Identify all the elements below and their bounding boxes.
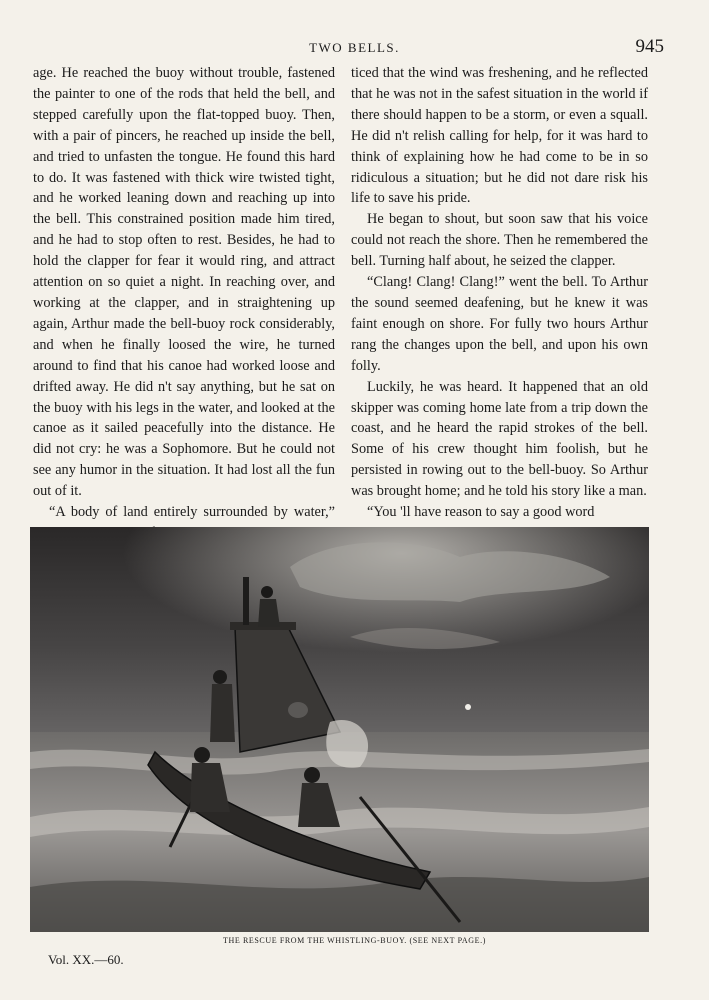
- running-head: TWO BELLS.: [309, 40, 400, 55]
- paragraph: “A body of land entirely surrounded by water,”: [49, 504, 335, 521]
- paragraph: ticed that the wind was freshening, and he reflected that he was not in the safest situation in the world if there should happen to be a storm, or even a squall. He did n't relish calling for help, for it was hard to think of explaining how he had come to be in so ridiculous a situation; but he did not dare risk his life to save his pride.: [351, 65, 648, 207]
- paragraph: Luckily, he was heard. It happened that an old skipper was coming home late from a trip down the coast, and he heard the rapid strokes of the bell. Some of his crew thought him foolish, but he persisted in rowing out to the bell-buoy. So Arthur was brought home; and he told his story like a man.: [351, 378, 648, 500]
- paragraph: He began to shout, but soon saw that his voice could not reach the shore. Then he remembered the bell. Turning half about, he seized the clapper.: [351, 211, 648, 270]
- paragraph: age. He reached the buoy without trouble, fastened the painter to one of the rods that held the bell, and stepped carefully upon the flat-topped buoy. Then, with a pair of pincers, he reached up inside the bell, and tried to unfasten the tongue. He found this hard to do. It was fastened with thick wire twisted tight, and he worked leaning down and reaching up into the bell. This constrained position made him tired, and he had to stop often to rest. Besides, he had to hold the clapper for fear it would ring, and attract attention on so quiet a night. In reaching over, and working at the clapper, and in straightening up again, Arthur made the bell-buoy rock considerably, and when he finally loosed the wire, he turned around to find that his canoe had worked loose and drifted away. He did n't say anything, but he sat on the buoy with his legs in the water, and looked at the canoe as it sailed peacefully into the distance. He did not cry: he was a Sophomore. But he could not see any humor in the situation. It had lost all the fun out of it.: [33, 65, 335, 500]
- left-column: [33, 63, 335, 544]
- page-number: 945: [635, 36, 664, 57]
- paragraph: “You 'll have reason to say a good word: [367, 504, 595, 521]
- right-column: [351, 63, 648, 523]
- buoy-light: [465, 704, 471, 710]
- illustration: [30, 527, 649, 932]
- figure-caption: THE RESCUE FROM THE WHISTLING-BUOY. (SEE NEXT PAGE.): [223, 936, 486, 945]
- paragraph: “Clang! Clang! Clang!” went the bell. To Arthur the sound seemed deafening, but he knew it was faint enough on shore. For fully two hours Arthur rang the changes upon the bell, and upon his own folly.: [351, 274, 648, 374]
- sky: [30, 527, 649, 747]
- signature-mark: Vol. XX.—60.: [48, 952, 124, 967]
